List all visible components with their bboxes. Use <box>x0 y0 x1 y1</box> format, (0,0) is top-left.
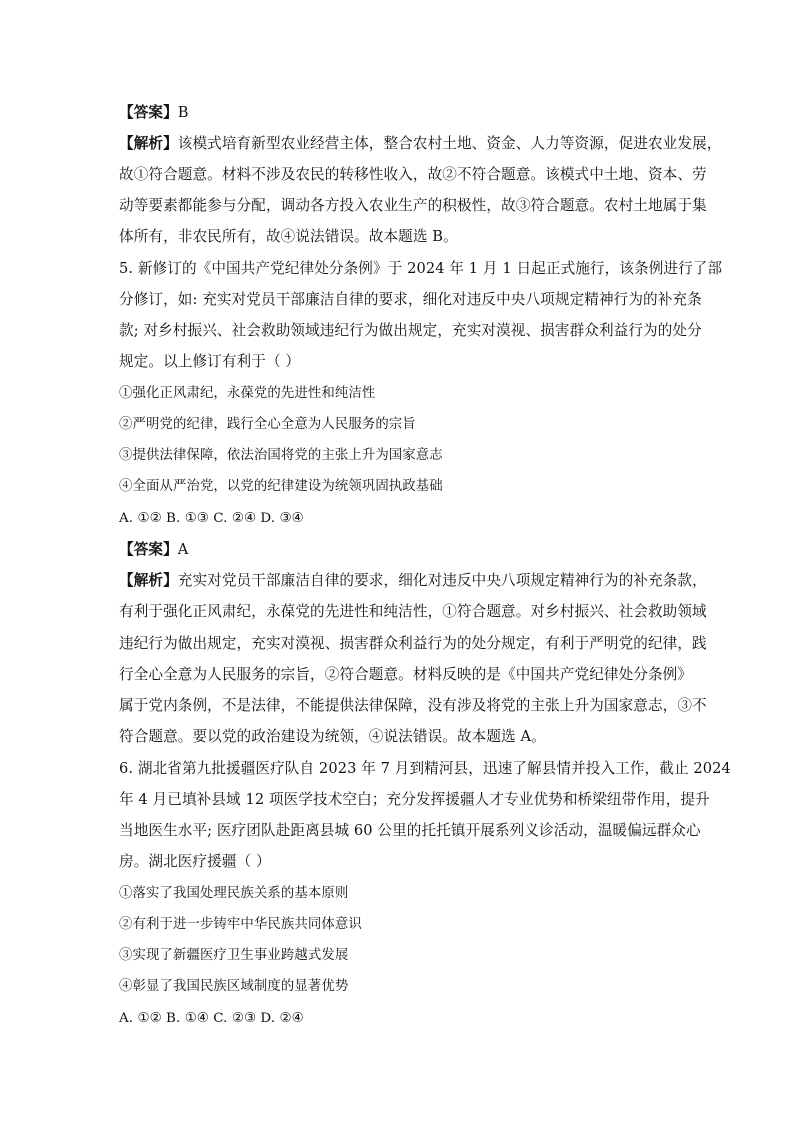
q5-analysis-line: 属于党内条例，不是法律，不能提供法律保障，没有涉及将党的主张上升为国家意志，③不 <box>119 697 707 714</box>
q5-choices: A. ①② B. ①③ C. ②④ D. ③④ <box>119 511 304 526</box>
q4-analysis-line <box>119 135 721 153</box>
q5-analysis-line: 违纪行为做出规定，充实对漠视、损害群众利益行为的处分规定，有利于严明党的纪律，践 <box>119 635 707 652</box>
q5-analysis-line: 行全心全意为人民服务的宗旨，②符合题意。材料反映的是《中国共产党纪律处分条例》 <box>119 666 693 683</box>
q6-option: ③实现了新疆医疗卫生事业跨越式发展 <box>119 948 349 963</box>
q6-option: ④彰显了我国民族区域制度的显著优势 <box>119 979 349 994</box>
answer-value: A <box>177 541 189 558</box>
q5-option: ①强化正风肃纪，永葆党的先进性和纯洁性 <box>119 386 376 401</box>
q5-stem-line: 款; 对乡村振兴、社会救助领域违纪行为做出规定，充实对漠视、损害群众利益行为的处分 <box>119 322 702 339</box>
answer-label: 【答案】 <box>119 541 178 558</box>
analysis-label: 【解析】 <box>119 135 178 152</box>
q6-option: ①落实了我国处理民族关系的基本原则 <box>119 886 349 901</box>
q5-stem-line: 5. 新修订的《中国共产党纪律处分条例》于 2024 年 1 月 1 日起正式施行，该条例进行了部 <box>119 260 723 277</box>
answer-value: B <box>177 104 189 121</box>
q6-option: ②有利于进一步铸牢中华民族共同体意识 <box>119 917 362 932</box>
q5-option: ③提供法律保障，依法治国将党的主张上升为国家意志 <box>119 448 443 463</box>
analysis-label: 【解析】 <box>119 572 178 589</box>
q5-analysis-line <box>119 572 707 590</box>
q6-stem-line: 房。湖北医疗援疆（ ） <box>119 853 271 870</box>
q6-choices: A. ①② B. ①④ C. ②③ D. ②④ <box>119 1011 304 1026</box>
analysis-text: 充实对党员干部廉洁自律的要求，细化对违反中央八项规定精神行为的补充条款， <box>177 572 707 589</box>
q5-analysis-line: 有利于强化正风肃纪，永葆党的先进性和纯洁性，①符合题意。对乡村振兴、社会救助领域 <box>119 603 707 620</box>
q5-option: ④全面从严治党，以党的纪律建设为统领巩固执政基础 <box>119 479 443 494</box>
q6-stem-line: 当地医生水平; 医疗团队赴距离县城 60 公里的托托镇开展系列义诊活动，温暖偏远群众心 <box>119 822 701 839</box>
q4-analysis-line: 体所有，非农民所有，故④说法错误。故本题选 B。 <box>119 228 458 245</box>
q5-stem-line: 规定。以上修订有利于（ ） <box>119 353 301 370</box>
q4-analysis-line: 故①符合题意。材料不涉及农民的转移性收入，故②不符合题意。该模式中土地、资本、劳 <box>119 166 707 183</box>
q6-stem-line: 6. 湖北省第九批援疆医疗队自 2023 年 7 月到精河县，迅速了解县情并投入工作，截止 2024 <box>119 760 731 777</box>
q5-analysis-line: 符合题意。要以党的政治建设为统领，④说法错误。故本题选 A。 <box>119 728 546 745</box>
q4-analysis-line: 动等要素都能参与分配，调动各方投入农业生产的积极性，故③符合题意。农村土地属于集 <box>119 197 707 214</box>
q5-stem-line: 分修订，如: 充实对党员干部廉洁自律的要求，细化对违反中央八项规定精神行为的补充条 <box>119 291 702 308</box>
q5-answer-line <box>119 541 188 559</box>
q6-stem-line: 年 4 月已填补县域 12 项医学技术空白；充分发挥援疆人才专业优势和桥梁纽带作用，提升 <box>119 791 710 808</box>
q5-option: ②严明党的纪律，践行全心全意为人民服务的宗旨 <box>119 417 416 432</box>
q4-answer-line <box>119 104 189 122</box>
analysis-text: 该模式培育新型农业经营主体，整合农村土地、资金、人力等资源，促进农业发展， <box>177 135 722 152</box>
answer-label: 【答案】 <box>119 104 178 121</box>
